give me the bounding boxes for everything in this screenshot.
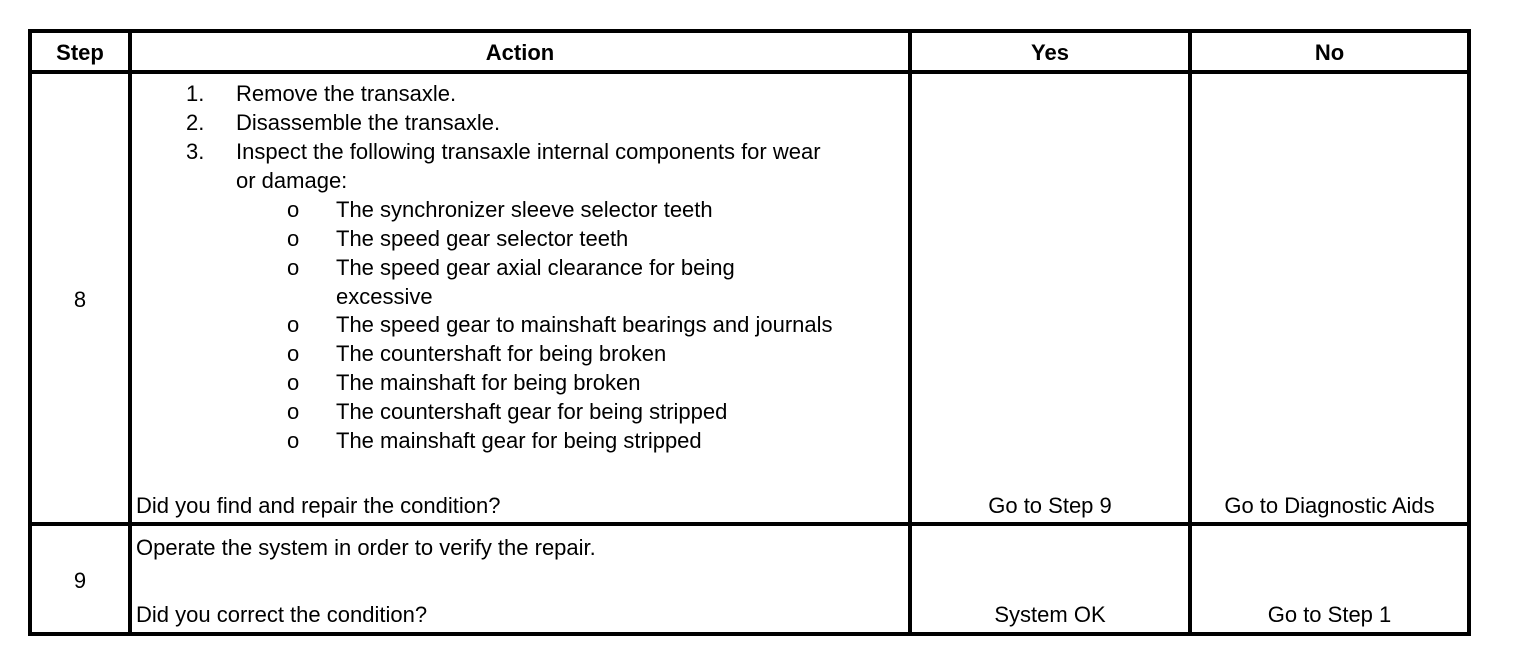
question-text: Did you find and repair the condition? — [136, 493, 501, 518]
diagnostic-table — [28, 29, 1471, 636]
bullet-item: The speed gear selector teeth — [336, 226, 629, 251]
table-border-bottom — [28, 632, 1471, 636]
list-number: 1. — [186, 81, 205, 106]
bullet-item: The mainshaft for being broken — [336, 370, 641, 395]
list-number: 3. — [186, 139, 205, 164]
bullet-icon: o — [287, 428, 300, 453]
column-divider-yes — [1188, 29, 1192, 636]
list-item: Inspect the following transaxle internal components for wear — [236, 139, 821, 164]
bullet-icon: o — [287, 226, 300, 251]
header-action: Action — [485, 40, 555, 65]
bullet-item: The synchronizer sleeve selector teeth — [336, 197, 713, 222]
header-yes: Yes — [1031, 40, 1069, 65]
step-number: 9 — [73, 568, 87, 593]
bullet-icon: o — [287, 399, 300, 424]
list-item-continuation: or damage: — [236, 168, 348, 193]
bullet-icon: o — [287, 312, 300, 337]
header-step: Step — [56, 40, 104, 65]
yes-result: System OK — [994, 602, 1106, 627]
bullet-icon: o — [287, 255, 300, 280]
bullet-item-continuation: excessive — [336, 284, 433, 309]
row-divider — [28, 522, 1471, 526]
bullet-item: The mainshaft gear for being stripped — [336, 428, 702, 453]
column-divider-step — [128, 29, 132, 636]
list-item: Remove the transaxle. — [236, 81, 457, 106]
bullet-item: The countershaft for being broken — [336, 341, 667, 366]
bullet-item: The countershaft gear for being stripped — [336, 399, 728, 424]
no-result: Go to Step 1 — [1267, 602, 1392, 627]
yes-result: Go to Step 9 — [988, 493, 1112, 518]
no-result: Go to Diagnostic Aids — [1224, 493, 1435, 518]
bullet-icon: o — [287, 341, 300, 366]
action-text: Operate the system in order to verify the repair. — [136, 535, 596, 560]
question-text: Did you correct the condition? — [136, 602, 428, 627]
header-no: No — [1314, 40, 1345, 65]
table-border-left — [28, 29, 32, 636]
list-item: Disassemble the transaxle. — [236, 110, 501, 135]
bullet-icon: o — [287, 197, 300, 222]
bullet-icon: o — [287, 370, 300, 395]
bullet-item: The speed gear to mainshaft bearings and journals — [336, 312, 833, 337]
table-border-right — [1467, 29, 1471, 636]
bullet-item: The speed gear axial clearance for being — [336, 255, 735, 280]
column-divider-action — [908, 29, 912, 636]
list-number: 2. — [186, 110, 205, 135]
step-number: 8 — [73, 287, 87, 312]
